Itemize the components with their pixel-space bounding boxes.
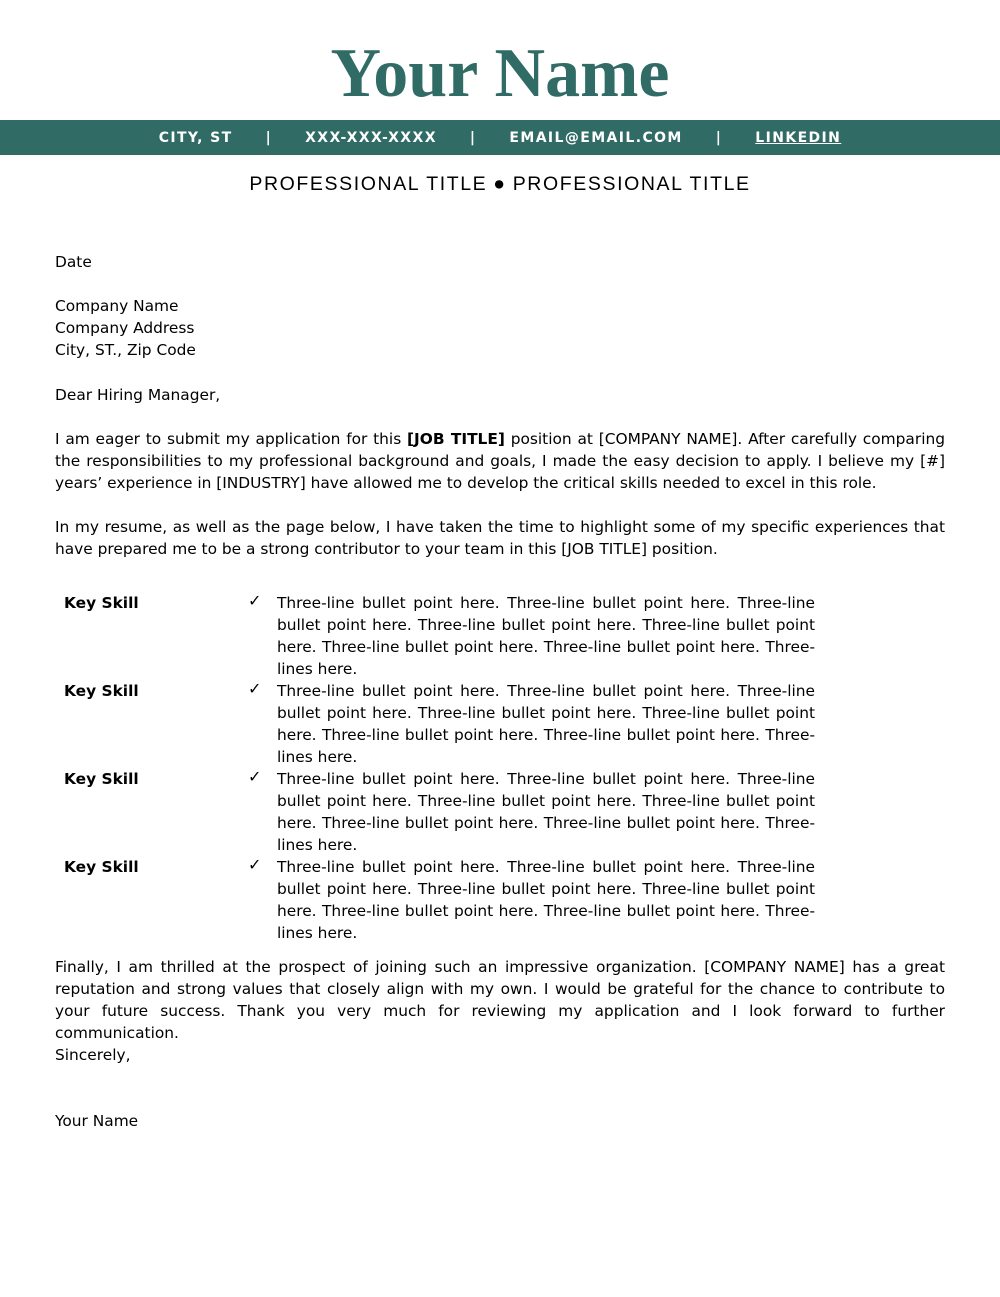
checkmark-icon: ✓ xyxy=(248,855,262,874)
skill-label: Key Skill xyxy=(64,858,139,876)
recipient-city-line: City, ST., Zip Code xyxy=(55,341,196,359)
key-skills-list xyxy=(64,592,815,944)
contact-separator: | xyxy=(469,129,477,146)
signature-block xyxy=(55,1110,945,1132)
recipient-company-name: Company Name xyxy=(55,297,179,315)
linkedin-link[interactable]: LINKEDIN xyxy=(755,129,842,146)
skill-text: Three-line bullet point here. Three-line bullet point here. Three-line bullet point here. Three-line bullet point here. Three-line bullet point here. Three-line bullet point here. Three-line bullet point here. Three-lines here. xyxy=(277,858,815,942)
paragraph-intro-text xyxy=(55,428,945,494)
recipient-block xyxy=(55,295,945,361)
salutation: Dear Hiring Manager, xyxy=(55,386,221,404)
letter-date xyxy=(55,251,945,273)
sign-off: Sincerely, xyxy=(55,1046,131,1064)
contact-separator: | xyxy=(715,129,723,146)
recipient-company-address: Company Address xyxy=(55,319,195,337)
contact-bar xyxy=(0,120,1000,155)
skill-row xyxy=(64,856,815,944)
paragraph-closing-text: Finally, I am thrilled at the prospect of joining such an impressive organization. [COMPANY NAME] has a great reputation and strong values that closely align with my own. I would be grateful for the chance to contribute to your future success. Thank you very much for reviewing my application and I look forward to further communication. xyxy=(55,958,945,1042)
skill-label: Key Skill xyxy=(64,594,139,612)
salutation-block xyxy=(55,384,945,406)
intro-job-title: [JOB TITLE] xyxy=(407,430,505,448)
signature-name: Your Name xyxy=(55,1112,139,1130)
title-bullet: ● xyxy=(493,173,507,195)
skill-row xyxy=(64,592,815,680)
header-name: Your Name xyxy=(330,35,670,112)
professional-title-2: PROFESSIONAL TITLE xyxy=(512,173,751,195)
sign-off-block xyxy=(55,1044,945,1066)
contact-location: CITY, ST xyxy=(158,129,233,146)
professional-titles xyxy=(0,172,1000,196)
skill-text: Three-line bullet point here. Three-line bullet point here. Three-line bullet point here. Three-line bullet point here. Three-line bullet point here. Three-line bullet point here. Three-line bullet point here. Three-lines here. xyxy=(277,682,815,766)
skill-text: Three-line bullet point here. Three-line bullet point here. Three-line bullet point here. Three-line bullet point here. Three-line bullet point here. Three-line bullet point here. Three-line bullet point here. Three-lines here. xyxy=(277,594,815,678)
paragraph-intro xyxy=(55,428,945,494)
skill-row xyxy=(64,768,815,856)
checkmark-icon: ✓ xyxy=(248,679,262,698)
paragraph-closing xyxy=(55,956,945,1044)
paragraph-resume-text: In my resume, as well as the page below, I have taken the time to highlight some of my specific experiences that have prepared me to be a strong contributor to your team in this [JOB TITLE] position. xyxy=(55,518,945,558)
checkmark-icon: ✓ xyxy=(248,591,262,610)
skill-label: Key Skill xyxy=(64,682,139,700)
intro-after: position at [COMPANY NAME]. After carefully comparing the responsibilities to my professional background and goals, I made the easy decision to apply. I believe my [#] years’ experience in [INDUSTRY] have allowed me to develop the critical skills needed to excel in this role. xyxy=(55,430,945,492)
contact-phone: XXX-XXX-XXXX xyxy=(305,129,437,146)
professional-title-1: PROFESSIONAL TITLE xyxy=(249,173,488,195)
paragraph-resume xyxy=(55,516,945,560)
checkmark-icon: ✓ xyxy=(248,767,262,786)
contact-separator: | xyxy=(265,129,273,146)
skill-text: Three-line bullet point here. Three-line bullet point here. Three-line bullet point here. Three-line bullet point here. Three-line bullet point here. Three-line bullet point here. Three-line bullet point here. Three-lines here. xyxy=(277,770,815,854)
skill-label: Key Skill xyxy=(64,770,139,788)
skill-row xyxy=(64,680,815,768)
date: Date xyxy=(55,253,92,271)
contact-email: EMAIL@EMAIL.COM xyxy=(509,129,683,146)
intro-before: I am eager to submit my application for this xyxy=(55,430,408,448)
